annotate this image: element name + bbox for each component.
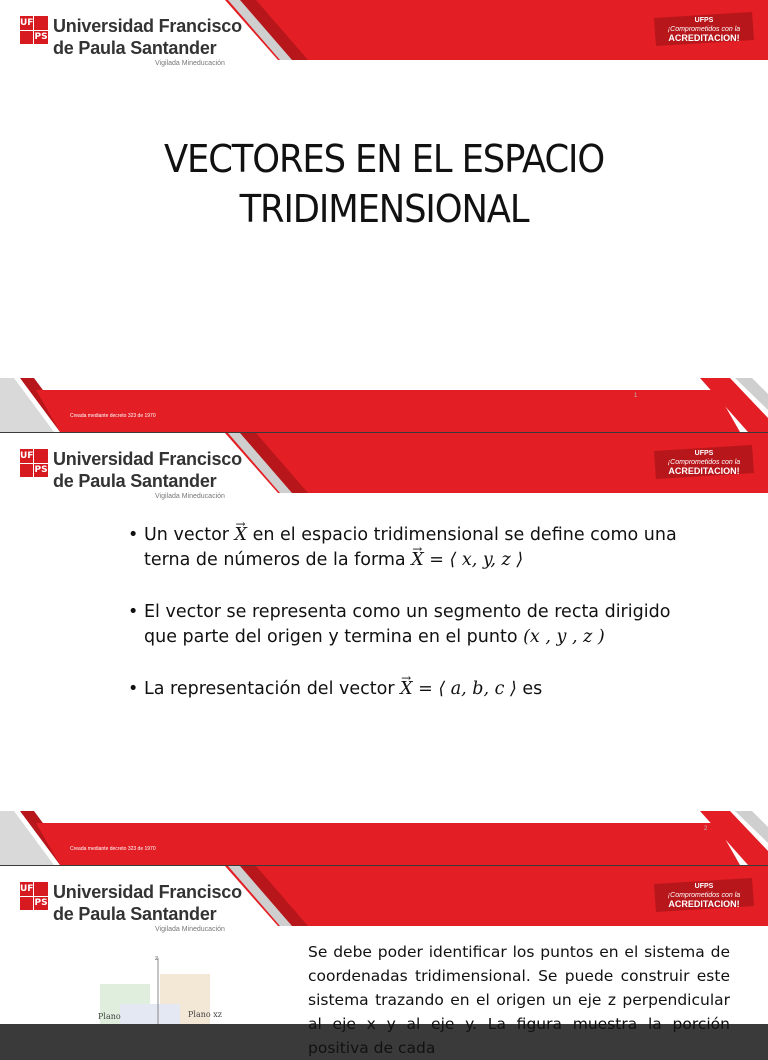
bullet-list bbox=[128, 523, 688, 729]
footer-band bbox=[0, 811, 768, 865]
vigilada-text: Vigilada Mineducación bbox=[155, 926, 225, 933]
svg-text:UFPS: UFPS bbox=[694, 450, 714, 457]
university-name-line2: de Paula Santander bbox=[53, 38, 217, 58]
ufps-logo-icon: UF PS bbox=[20, 17, 48, 43]
university-name-line2: de Paula Santander bbox=[53, 904, 217, 924]
accreditation-badge bbox=[652, 12, 756, 46]
footer-text: Creada mediante decreto 323 de 1970 bbox=[70, 413, 156, 419]
svg-text:UFPS: UFPS bbox=[694, 17, 714, 24]
svg-text:UFPS: UFPS bbox=[694, 883, 714, 890]
svg-text:Plano: Plano bbox=[98, 1012, 121, 1021]
slide-3 bbox=[0, 866, 768, 1057]
svg-text:¡Comprometidos con la: ¡Comprometidos con la bbox=[667, 892, 741, 899]
vigilada-text: Vigilada Mineducación bbox=[155, 60, 225, 67]
bullet-item: • La representación del vector → X = ⟨ a, b, c ⟩ es bbox=[128, 677, 688, 702]
university-logo bbox=[20, 882, 242, 933]
slide-2 bbox=[0, 433, 768, 865]
slide-1 bbox=[0, 0, 768, 432]
university-name-line1: Universidad Francisco bbox=[53, 882, 242, 902]
accreditation-badge bbox=[652, 878, 756, 912]
svg-text:ACREDITACION!: ACREDITACION! bbox=[668, 899, 740, 909]
slide-title: VECTORES EN EL ESPACIO TRIDIMENSIONAL bbox=[163, 137, 605, 231]
svg-text:¡Comprometidos con la: ¡Comprometidos con la bbox=[667, 459, 741, 466]
coordinate-planes-figure bbox=[60, 954, 260, 1024]
university-name-line2: de Paula Santander bbox=[53, 471, 217, 491]
slide-paragraph: Se debe poder identificar los puntos en el sistema de coordenadas tridimensional. Se puede construir este sistema trazando en el origen un eje z perpendicular al eje x y al eje y. La figura muestra la porción positiva de cada bbox=[308, 943, 730, 1057]
university-name-line1: Universidad Francisco bbox=[53, 449, 242, 469]
university-logo bbox=[20, 449, 242, 500]
footer-band bbox=[0, 378, 768, 432]
accreditation-badge bbox=[652, 445, 756, 479]
bullet-item: • El vector se representa como un segmento de recta dirigido que parte del origen y termina en el punto (x , y , z ) bbox=[128, 602, 671, 647]
svg-text:ACREDITACION!: ACREDITACION! bbox=[668, 33, 740, 43]
svg-text:ACREDITACION!: ACREDITACION! bbox=[668, 466, 740, 476]
svg-text:¡Comprometidos con la: ¡Comprometidos con la bbox=[667, 26, 741, 33]
university-logo bbox=[20, 16, 242, 67]
svg-text:z: z bbox=[155, 955, 159, 962]
ufps-logo-icon: UF PS bbox=[20, 450, 48, 476]
svg-text:Plano xz: Plano xz bbox=[188, 1010, 222, 1019]
footer-text: Creada mediante decreto 323 de 1970 bbox=[70, 846, 156, 852]
slide-number: 1 bbox=[634, 393, 638, 399]
bullet-item: • Un vector → X en el espacio tridimensional se define como una terna de números de la forma → X = ⟨ x, y, z ⟩ bbox=[128, 523, 688, 573]
vigilada-text: Vigilada Mineducación bbox=[155, 493, 225, 500]
slide-number: 2 bbox=[704, 826, 708, 832]
university-name-line1: Universidad Francisco bbox=[53, 16, 242, 36]
ufps-logo-icon: UF PS bbox=[20, 883, 48, 909]
